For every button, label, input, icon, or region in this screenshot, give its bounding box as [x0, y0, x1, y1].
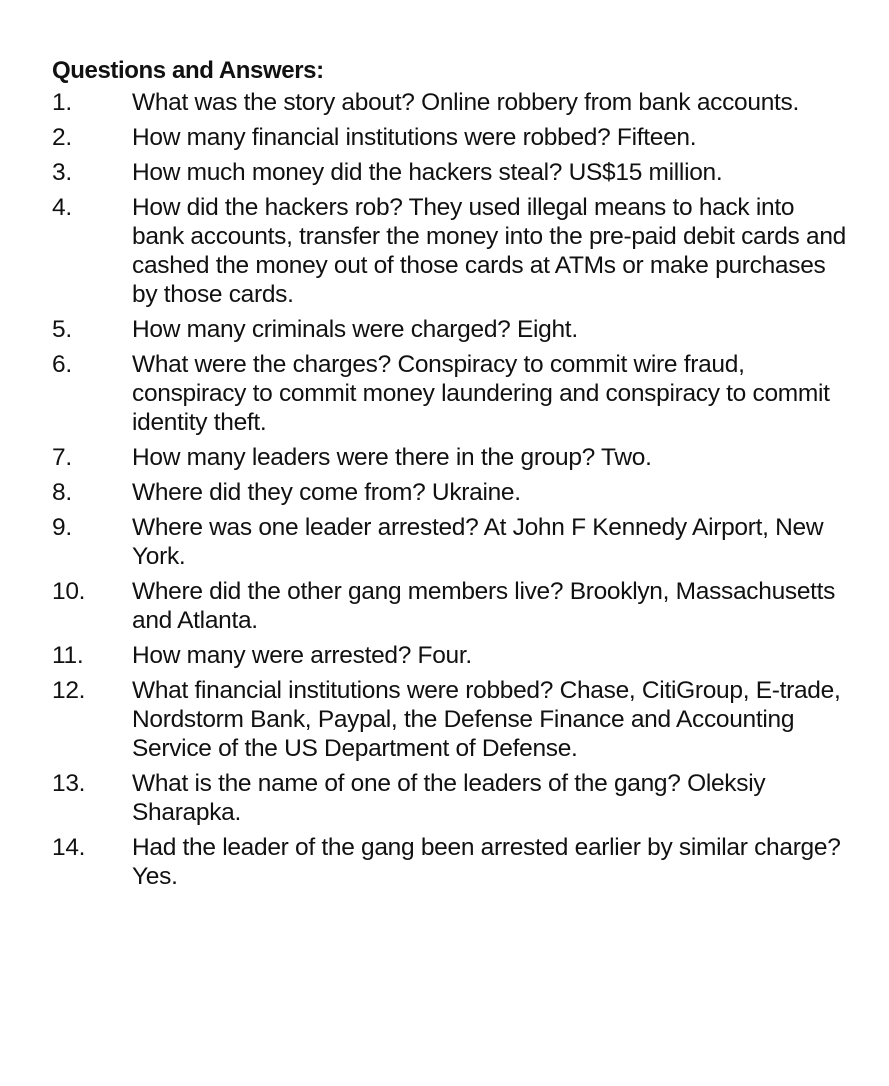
list-item [52, 88, 852, 117]
item-number: 2. [52, 124, 72, 151]
item-text: What was the story about? Online robbery from bank accounts. [132, 89, 799, 116]
list-item [52, 641, 852, 670]
list-item [52, 833, 852, 891]
item-number: 9. [52, 514, 72, 541]
list-item [52, 769, 852, 827]
item-text: Where was one leader arrested? At John F Kennedy Airport, New York. [132, 514, 824, 570]
qa-slide [52, 56, 852, 897]
list-item [52, 478, 852, 507]
item-text: Where did they come from? Ukraine. [132, 479, 521, 506]
item-text: What financial institutions were robbed? Chase, CitiGroup, E-trade, Nordstorm Bank, Paypal, the Defense Finance and Accounting Service of the US Department of Defense. [132, 677, 841, 762]
list-item [52, 123, 852, 152]
item-text: How did the hackers rob? They used illegal means to hack into bank accounts, transfer the money into the pre-paid debit cards and cashed the money out of those cards at ATMs or make purchases by those cards. [132, 194, 846, 308]
item-number: 14. [52, 834, 86, 861]
item-text: Where did the other gang members live? Brooklyn, Massachusetts and Atlanta. [132, 578, 836, 634]
item-text: How many criminals were charged? Eight. [132, 316, 578, 343]
list-item [52, 158, 852, 187]
item-number: 3. [52, 159, 72, 186]
item-text: Had the leader of the gang been arrested earlier by similar charge? Yes. [132, 834, 841, 890]
page-title: Questions and Answers: [52, 57, 324, 84]
item-number: 8. [52, 479, 72, 506]
qa-list [52, 88, 852, 891]
list-item [52, 443, 852, 472]
item-number: 12. [52, 677, 86, 704]
list-item [52, 577, 852, 635]
item-text: How much money did the hackers steal? US$15 million. [132, 159, 723, 186]
item-number: 1. [52, 89, 72, 116]
item-number: 6. [52, 351, 72, 378]
item-number: 4. [52, 194, 72, 221]
item-number: 10. [52, 578, 86, 605]
item-text: How many financial institutions were robbed? Fifteen. [132, 124, 697, 151]
item-number: 13. [52, 770, 86, 797]
list-item [52, 315, 852, 344]
item-text: How many leaders were there in the group? Two. [132, 444, 652, 471]
list-item [52, 350, 852, 437]
item-number: 7. [52, 444, 72, 471]
item-text: What were the charges? Conspiracy to commit wire fraud, conspiracy to commit money laundering and conspiracy to commit identity theft. [132, 351, 830, 436]
list-item [52, 193, 852, 309]
item-number: 5. [52, 316, 72, 343]
item-number: 11. [52, 642, 84, 669]
list-item [52, 676, 852, 763]
list-item [52, 513, 852, 571]
item-text: What is the name of one of the leaders of the gang? Oleksiy Sharapka. [132, 770, 766, 826]
item-text: How many were arrested? Four. [132, 642, 472, 669]
